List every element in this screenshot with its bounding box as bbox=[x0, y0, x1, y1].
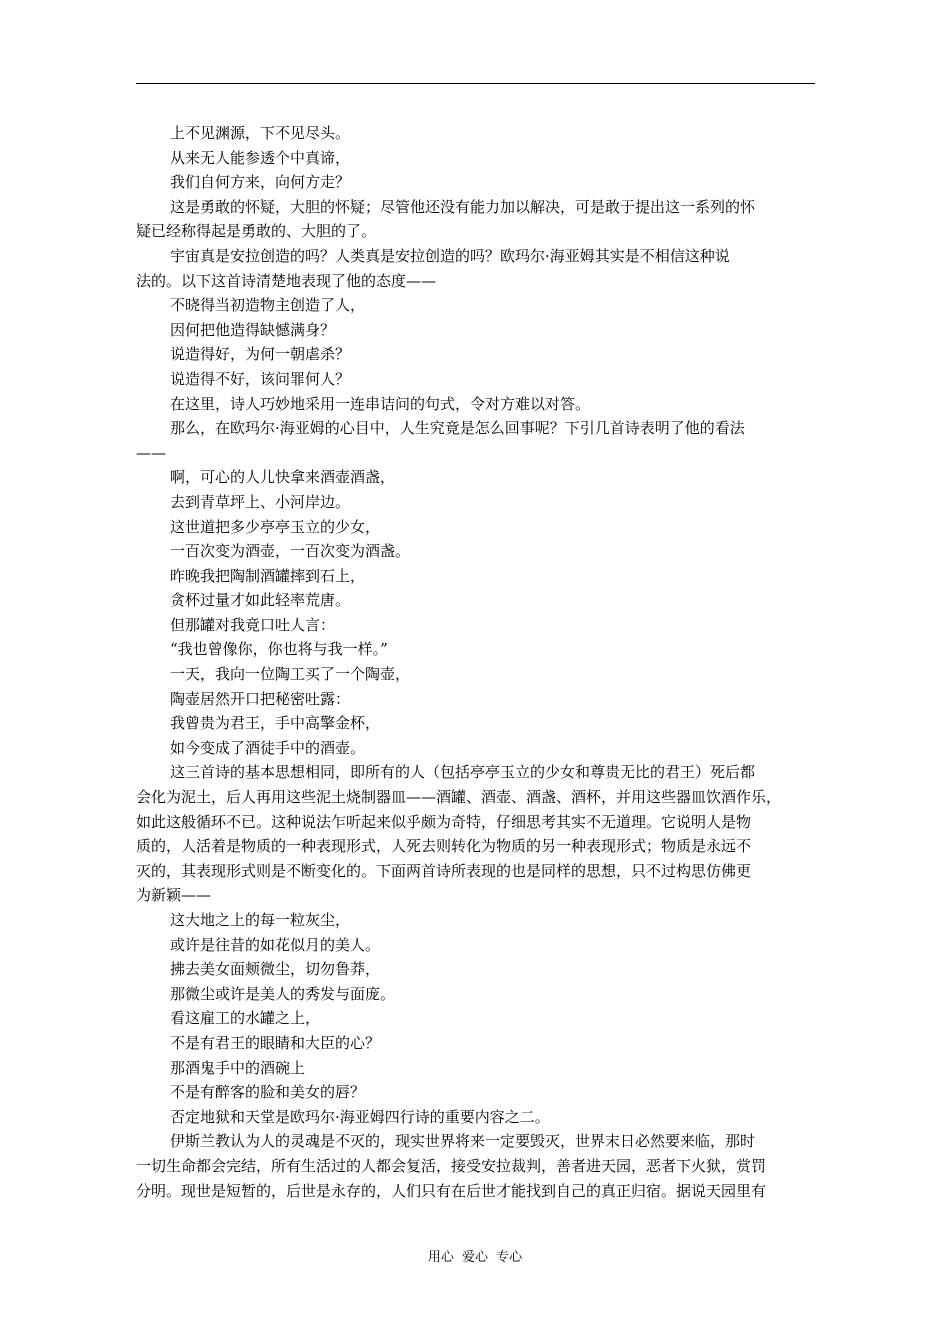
text-line: 一百次变为酒壶，一百次变为酒盏。 bbox=[170, 542, 411, 561]
text-line: 那微尘或许是美人的秀发与面庞。 bbox=[170, 984, 396, 1003]
text-line: 啊，可心的人儿快拿来酒壶酒盏， bbox=[170, 468, 396, 487]
text-line: 或许是往昔的如花似月的美人。 bbox=[170, 935, 381, 954]
text-line: 昨晚我把陶制酒罐摔到石上， bbox=[170, 566, 366, 585]
text-line: 这世道把多少亭亭玉立的少女， bbox=[170, 517, 381, 536]
text-line: 会化为泥土，后人再用这些泥土烧制器皿——酒罐、酒壶、酒盏、酒杯，并用这些器皿饮酒作乐， bbox=[136, 788, 782, 807]
text-line: “我也曾像你，你也将与我一样。” bbox=[170, 640, 388, 659]
text-line: 一天，我向一位陶工买了一个陶壶， bbox=[170, 665, 411, 684]
body-text bbox=[136, 121, 816, 1203]
text-line: 但那罐对我竟口吐人言： bbox=[170, 615, 336, 634]
text-line: 去到青草坪上、小河岸边。 bbox=[170, 492, 351, 511]
text-line: 拂去美女面颊微尘，切勿鲁莽， bbox=[170, 960, 381, 979]
text-line: —— bbox=[136, 443, 166, 462]
text-line: 陶壶居然开口把秘密吐露： bbox=[170, 689, 351, 708]
text-line: 看这雇工的水罐之上， bbox=[170, 1009, 321, 1028]
header-rule bbox=[136, 83, 815, 84]
text-line: 说造得不好，该问罪何人？ bbox=[170, 369, 351, 388]
text-line: 伊斯兰教认为人的灵魂是不灭的，现实世界将来一定要毁灭，世界末日必然要来临，那时 bbox=[170, 1132, 756, 1151]
text-line: 那么，在欧玛尔·海亚姆的心目中，人生究竟是怎么回事呢？下引几首诗表明了他的看法 bbox=[170, 419, 745, 438]
text-line: 如今变成了酒徒手中的酒壶。 bbox=[170, 738, 366, 757]
page-footer: 用心 爱心 专心 bbox=[427, 1250, 523, 1265]
text-line: 我曾贵为君王，手中高擎金杯， bbox=[170, 714, 381, 733]
text-line: 不是有醉客的脸和美女的唇？ bbox=[170, 1083, 366, 1102]
text-line: 分明。现世是短暂的，后世是永存的，人们只有在后世才能找到自己的真正归宿。据说天园里有 bbox=[136, 1181, 767, 1200]
text-line: 为新颖—— bbox=[136, 886, 212, 905]
text-line: 一切生命都会完结，所有生活过的人都会复活，接受安拉裁判，善者进天园，恶者下火狱，赏罚 bbox=[136, 1156, 767, 1175]
text-line: 从来无人能参透个中真谛， bbox=[170, 148, 351, 167]
text-line: 在这里，诗人巧妙地采用一连串诘问的句式，令对方难以对答。 bbox=[170, 394, 591, 413]
text-line: 那酒鬼手中的酒碗上 bbox=[170, 1058, 306, 1077]
text-line: 我们自何方来，向何方走？ bbox=[170, 173, 351, 192]
text-line: 说造得好，为何一朝虐杀？ bbox=[170, 345, 351, 364]
text-line: 上不见渊源，下不见尽头。 bbox=[170, 124, 351, 142]
text-line: 如此这般循环不已。这种说法乍听起来似乎颇为奇特，仔细思考其实不无道理。它说明人是物 bbox=[136, 812, 752, 831]
text-line: 法的。以下这首诗清楚地表现了他的态度—— bbox=[136, 271, 437, 290]
text-line: 贪杯过量才如此轻率荒唐。 bbox=[170, 591, 351, 610]
text-line: 灭的，其表现形式则是不断变化的。下面两首诗所表现的也是同样的思想，只不过构思仿佛更 bbox=[136, 861, 752, 880]
text-line: 宇宙真是安拉创造的吗？人类真是安拉创造的吗？欧玛尔·海亚姆其实是不相信这种说 bbox=[170, 246, 730, 265]
text-line: 因何把他造得缺憾满身？ bbox=[170, 320, 336, 339]
text-line: 不是有君王的眼睛和大臣的心？ bbox=[170, 1033, 381, 1052]
text-line: 质的，人活着是物质的一种表现形式，人死去则转化为物质的另一种表现形式；物质是永远不 bbox=[136, 837, 752, 856]
text-line: 不晓得当初造物主创造了人， bbox=[170, 296, 366, 315]
text-line: 否定地狱和天堂是欧玛尔·海亚姆四行诗的重要内容之二。 bbox=[170, 1107, 550, 1126]
text-line: 这是勇敢的怀疑，大胆的怀疑；尽管他还没有能力加以解决，可是敢于提出这一系列的怀 bbox=[170, 197, 756, 216]
text-line: 这大地之上的每一粒灰尘， bbox=[170, 911, 351, 929]
text-line: 疑已经称得起是勇敢的、大胆的了。 bbox=[136, 222, 377, 241]
text-line: 这三首诗的基本思想相同，即所有的人（包括亭亭玉立的少女和尊贵无比的君王）死后都 bbox=[170, 763, 756, 782]
